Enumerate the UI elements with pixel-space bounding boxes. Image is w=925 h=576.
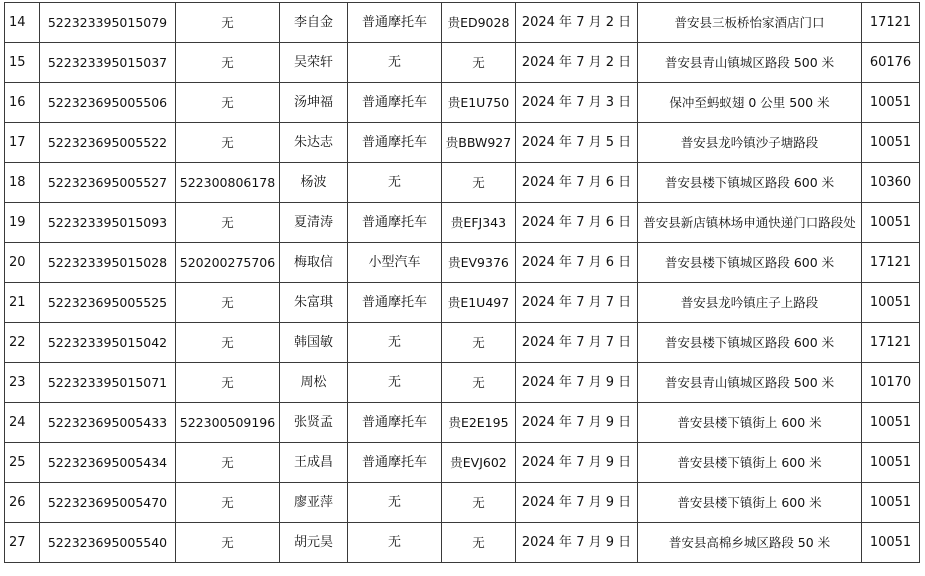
cell-violation-code: 10360 [862,163,920,203]
cell-plate-number: 贵ED9028 [442,3,516,43]
cell-vehicle-type: 无 [348,323,442,363]
cell-row-index: 23 [5,363,40,403]
cell-party-name: 汤坤福 [280,83,348,123]
cell-license-number: 无 [176,483,280,523]
cell-decision-number: 522323695005540 [40,523,176,563]
violation-records-table [4,2,920,563]
cell-license-number: 无 [176,523,280,563]
table-row [5,203,920,243]
cell-violation-location: 保冲至蚂蚁翅 0 公里 500 米 [638,83,862,123]
cell-row-index: 15 [5,43,40,83]
cell-decision-number: 522323695005470 [40,483,176,523]
cell-violation-location: 普安县三板桥怡家酒店门口 [638,3,862,43]
cell-license-number: 无 [176,43,280,83]
table-row [5,483,920,523]
cell-violation-date: 2024 年 7 月 5 日 [516,123,638,163]
cell-violation-code: 17121 [862,243,920,283]
cell-violation-location: 普安县龙吟镇沙子塘路段 [638,123,862,163]
cell-violation-date: 2024 年 7 月 9 日 [516,483,638,523]
cell-violation-date: 2024 年 7 月 7 日 [516,283,638,323]
cell-vehicle-type: 普通摩托车 [348,83,442,123]
cell-plate-number: 贵BBW927 [442,123,516,163]
cell-party-name: 张贤孟 [280,403,348,443]
cell-violation-date: 2024 年 7 月 9 日 [516,443,638,483]
cell-decision-number: 522323695005522 [40,123,176,163]
cell-violation-location: 普安县高棉乡城区路段 50 米 [638,523,862,563]
cell-violation-code: 10170 [862,363,920,403]
table-row [5,363,920,403]
table-row [5,323,920,363]
table-row [5,43,920,83]
cell-plate-number: 贵EV9376 [442,243,516,283]
cell-row-index: 26 [5,483,40,523]
cell-vehicle-type: 无 [348,163,442,203]
cell-violation-code: 10051 [862,403,920,443]
table-body [5,3,920,563]
cell-row-index: 21 [5,283,40,323]
cell-vehicle-type: 无 [348,363,442,403]
cell-plate-number: 无 [442,163,516,203]
cell-violation-code: 10051 [862,83,920,123]
cell-license-number: 无 [176,323,280,363]
cell-decision-number: 522323395015037 [40,43,176,83]
cell-vehicle-type: 普通摩托车 [348,3,442,43]
cell-decision-number: 522323695005433 [40,403,176,443]
cell-vehicle-type: 普通摩托车 [348,203,442,243]
cell-row-index: 18 [5,163,40,203]
cell-license-number: 无 [176,443,280,483]
cell-row-index: 20 [5,243,40,283]
cell-row-index: 25 [5,443,40,483]
cell-violation-date: 2024 年 7 月 2 日 [516,3,638,43]
cell-vehicle-type: 普通摩托车 [348,283,442,323]
cell-party-name: 夏清涛 [280,203,348,243]
cell-license-number: 无 [176,363,280,403]
cell-row-index: 22 [5,323,40,363]
cell-violation-date: 2024 年 7 月 9 日 [516,403,638,443]
cell-party-name: 杨波 [280,163,348,203]
cell-vehicle-type: 无 [348,523,442,563]
cell-row-index: 19 [5,203,40,243]
cell-license-number: 无 [176,283,280,323]
cell-violation-code: 10051 [862,443,920,483]
cell-license-number: 520200275706 [176,243,280,283]
cell-plate-number: 贵E1U750 [442,83,516,123]
cell-vehicle-type: 小型汽车 [348,243,442,283]
cell-party-name: 周松 [280,363,348,403]
cell-plate-number: 无 [442,323,516,363]
table-row [5,83,920,123]
cell-violation-code: 17121 [862,3,920,43]
cell-violation-location: 普安县楼下镇街上 600 米 [638,443,862,483]
cell-violation-location: 普安县楼下镇街上 600 米 [638,483,862,523]
cell-party-name: 王成昌 [280,443,348,483]
table-row [5,243,920,283]
cell-license-number: 无 [176,3,280,43]
table-row [5,163,920,203]
cell-decision-number: 522323395015028 [40,243,176,283]
table-row [5,123,920,163]
cell-violation-date: 2024 年 7 月 9 日 [516,523,638,563]
cell-violation-date: 2024 年 7 月 9 日 [516,363,638,403]
cell-violation-code: 10051 [862,483,920,523]
cell-row-index: 17 [5,123,40,163]
cell-vehicle-type: 无 [348,483,442,523]
cell-violation-code: 60176 [862,43,920,83]
cell-violation-date: 2024 年 7 月 6 日 [516,203,638,243]
cell-plate-number: 贵EFJ343 [442,203,516,243]
cell-plate-number: 无 [442,363,516,403]
cell-violation-code: 10051 [862,283,920,323]
cell-violation-code: 10051 [862,203,920,243]
cell-license-number: 无 [176,123,280,163]
cell-party-name: 朱达志 [280,123,348,163]
cell-violation-location: 普安县青山镇城区路段 500 米 [638,363,862,403]
cell-plate-number: 无 [442,483,516,523]
cell-vehicle-type: 普通摩托车 [348,123,442,163]
cell-violation-date: 2024 年 7 月 6 日 [516,243,638,283]
cell-party-name: 胡元昊 [280,523,348,563]
cell-plate-number: 贵E1U497 [442,283,516,323]
cell-plate-number: 贵EVJ602 [442,443,516,483]
cell-violation-code: 10051 [862,123,920,163]
cell-party-name: 梅取信 [280,243,348,283]
cell-party-name: 吴荣轩 [280,43,348,83]
table-row [5,3,920,43]
cell-violation-location: 普安县楼下镇城区路段 600 米 [638,163,862,203]
cell-vehicle-type: 无 [348,43,442,83]
cell-plate-number: 无 [442,43,516,83]
cell-license-number: 无 [176,83,280,123]
cell-violation-location: 普安县青山镇城区路段 500 米 [638,43,862,83]
cell-violation-code: 10051 [862,523,920,563]
cell-vehicle-type: 普通摩托车 [348,403,442,443]
cell-row-index: 14 [5,3,40,43]
cell-violation-location: 普安县楼下镇城区路段 600 米 [638,243,862,283]
cell-decision-number: 522323695005527 [40,163,176,203]
cell-decision-number: 522323395015071 [40,363,176,403]
cell-plate-number: 贵E2E195 [442,403,516,443]
cell-violation-date: 2024 年 7 月 3 日 [516,83,638,123]
cell-decision-number: 522323395015042 [40,323,176,363]
table-row [5,283,920,323]
cell-plate-number: 无 [442,523,516,563]
cell-decision-number: 522323695005525 [40,283,176,323]
cell-party-name: 韩国敏 [280,323,348,363]
table-row [5,523,920,563]
cell-violation-code: 17121 [862,323,920,363]
cell-violation-date: 2024 年 7 月 7 日 [516,323,638,363]
cell-vehicle-type: 普通摩托车 [348,443,442,483]
cell-violation-location: 普安县龙吟镇庄子上路段 [638,283,862,323]
cell-row-index: 24 [5,403,40,443]
cell-decision-number: 522323395015093 [40,203,176,243]
cell-violation-date: 2024 年 7 月 2 日 [516,43,638,83]
cell-violation-location: 普安县新店镇林场申通快递门口路段处 [638,203,862,243]
cell-violation-date: 2024 年 7 月 6 日 [516,163,638,203]
cell-decision-number: 522323395015079 [40,3,176,43]
cell-decision-number: 522323695005506 [40,83,176,123]
cell-license-number: 522300509196 [176,403,280,443]
cell-decision-number: 522323695005434 [40,443,176,483]
cell-violation-location: 普安县楼下镇街上 600 米 [638,403,862,443]
cell-license-number: 无 [176,203,280,243]
cell-party-name: 廖亚萍 [280,483,348,523]
cell-row-index: 16 [5,83,40,123]
cell-license-number: 522300806178 [176,163,280,203]
cell-row-index: 27 [5,523,40,563]
table-row [5,403,920,443]
cell-party-name: 朱富琪 [280,283,348,323]
cell-party-name: 李自金 [280,3,348,43]
table-row [5,443,920,483]
cell-violation-location: 普安县楼下镇城区路段 600 米 [638,323,862,363]
